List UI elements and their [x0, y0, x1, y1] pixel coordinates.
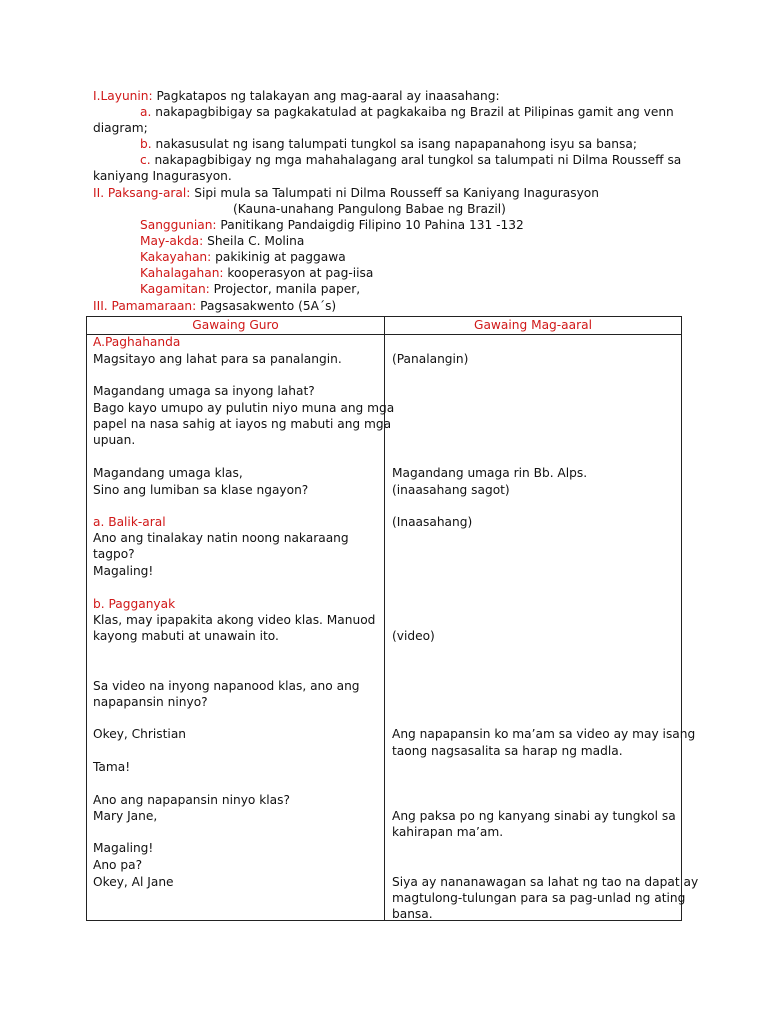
teacher-line: upuan.: [93, 433, 136, 447]
teacher-line: Sa video na inyong napanood klas, ano ang: [93, 679, 360, 693]
teacher-line: Magaling!: [93, 564, 154, 578]
objective-b-text: nakasusulat ng isang talumpati tungkol sa isang napapanahong isyu sa bansa;: [155, 137, 637, 151]
procedure-line: [93, 298, 336, 314]
field-label: Kahalagahan:: [140, 266, 224, 280]
field-value: Projector, manila paper,: [213, 282, 361, 296]
field-label: Kagamitan:: [140, 282, 210, 296]
procedure-heading: III. Pamamaraan:: [93, 299, 197, 313]
subject-line: [93, 185, 599, 201]
teacher-line: kayong mabuti at unawain ito.: [93, 629, 279, 643]
student-line: (Panalangin): [392, 352, 469, 366]
field-value: Sheila C. Molina: [207, 234, 305, 248]
field-value: pakikinig at paggawa: [215, 250, 346, 264]
teacher-line: Ano ang tinalakay natin noong nakaraang: [93, 531, 349, 545]
teacher-line: Magsitayo ang lahat para sa panalangin.: [93, 352, 342, 366]
objective-c-letter: c.: [140, 153, 151, 167]
student-line: bansa.: [392, 907, 433, 921]
header-student: Gawaing Mag-aaral: [474, 318, 592, 332]
teacher-line: Okey, Al Jane: [93, 875, 174, 889]
teacher-line: Bago kayo umupo ay pulutin niyo muna ang mga: [93, 401, 395, 415]
teacher-line: Magandang umaga sa inyong lahat?: [93, 384, 315, 398]
student-line: magtulong-tulungan para sa pag-unlad ng ating: [392, 891, 686, 905]
student-line: (video): [392, 629, 435, 643]
objective-c-text: nakapagbibigay ng mga mahahalagang aral tungkol sa talumpati ni Dilma Rousseff sa: [154, 153, 682, 167]
teacher-section-paghahanda: A.Paghahanda: [93, 335, 181, 349]
objective-c: [140, 152, 681, 168]
objective-a-text: nakapagbibigay sa pagkakatulad at pagkakaiba ng Brazil at Pilipinas gamit ang venn: [155, 105, 674, 119]
field-value: Panitikang Pandaigdig Filipino 10 Pahina 131 -132: [220, 218, 524, 232]
field-label: Sanggunian:: [140, 218, 217, 232]
objective-b-letter: b.: [140, 137, 152, 151]
objective-a-letter: a.: [140, 105, 152, 119]
subject-title: Sipi mula sa Talumpati ni Dilma Rousseff sa Kaniyang Inagurasyon: [194, 186, 599, 200]
procedure-value: Pagsasakwento (5A´s): [200, 299, 337, 313]
student-line: Magandang umaga rin Bb. Alps.: [392, 466, 588, 480]
teacher-line: papel na nasa sahig at iayos ng mabuti ang mga: [93, 417, 392, 431]
subject-subtitle: (Kauna-unahang Pangulong Babae ng Brazil): [233, 202, 506, 216]
field-label: Kakayahan:: [140, 250, 212, 264]
field-value: kooperasyon at pag-iisa: [227, 266, 374, 280]
student-line: Ang paksa po ng kanyang sinabi ay tungkol sa: [392, 809, 676, 823]
header-teacher: Gawaing Guro: [192, 318, 279, 332]
objective-a: [140, 104, 674, 120]
student-line: (inaasahang sagot): [392, 483, 510, 497]
field-may-akda: [140, 233, 304, 249]
lesson-table: [86, 316, 699, 921]
teacher-line: Ano pa?: [93, 858, 143, 872]
field-sanggunian: [140, 217, 524, 233]
student-line: Siya ay nananawagan sa lahat ng tao na dapat ay: [392, 875, 699, 889]
objectives-intro: Pagkatapos ng talakayan ang mag-aaral ay inaasahang:: [156, 89, 500, 103]
teacher-section-balik-aral: a. Balik-aral: [93, 515, 166, 529]
teacher-section-pagganyak: b. Pagganyak: [93, 597, 176, 611]
teacher-line: Klas, may ipapakita akong video klas. Manuod: [93, 613, 376, 627]
teacher-line: Ano ang napapansin ninyo klas?: [93, 793, 290, 807]
field-label: May-akda:: [140, 234, 204, 248]
teacher-line: Okey, Christian: [93, 727, 187, 741]
student-line: kahirapan ma’am.: [392, 825, 504, 839]
objective-a-cont: diagram;: [93, 121, 148, 135]
student-line: Ang napapansin ko ma’am sa video ay may isang: [392, 727, 696, 741]
field-kakayahan: [140, 249, 346, 265]
field-kagamitan: [140, 281, 360, 297]
objective-b: [140, 136, 637, 152]
teacher-line: Magaling!: [93, 841, 154, 855]
subject-heading: II. Paksang-aral:: [93, 186, 191, 200]
teacher-line: napapansin ninyo?: [93, 695, 208, 709]
student-line: (Inaasahang): [392, 515, 473, 529]
teacher-line: Sino ang lumiban sa klase ngayon?: [93, 483, 309, 497]
field-kahalagahan: [140, 265, 373, 281]
teacher-line: Tama!: [93, 760, 131, 774]
objective-c-cont: kaniyang Inagurasyon.: [93, 169, 232, 183]
teacher-line: tagpo?: [93, 547, 135, 561]
teacher-line: Mary Jane,: [93, 809, 158, 823]
teacher-line: Magandang umaga klas,: [93, 466, 243, 480]
objectives-line: [93, 88, 500, 104]
student-line: taong nagsasalita sa harap ng madla.: [392, 744, 623, 758]
objectives-heading: I.Layunin:: [93, 89, 153, 103]
